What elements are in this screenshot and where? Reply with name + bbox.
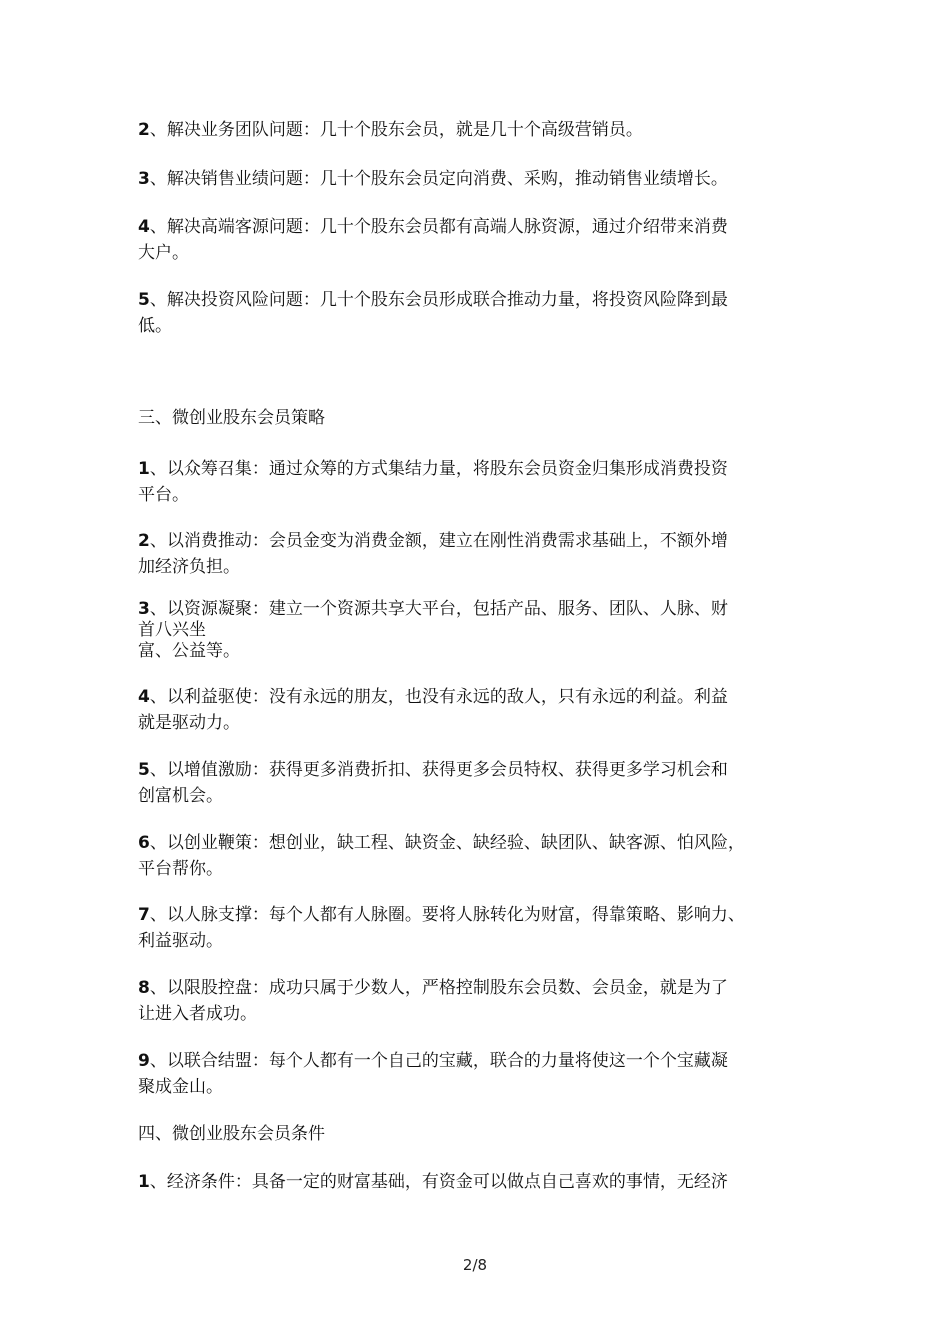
paragraph-text: 、以创业鞭策：想创业，缺工程、缺资金、缺经验、缺团队、缺客源、怕风险， 平台帮你。 bbox=[138, 833, 745, 879]
paragraph bbox=[138, 1048, 818, 1100]
paragraph-text: 、以限股控盘：成功只属于少数人，严格控制股东会员数、会员金，就是为了 让进入者成功。 bbox=[138, 978, 728, 1024]
item-number: 8 bbox=[138, 978, 150, 998]
paragraph bbox=[138, 287, 818, 339]
item-number: 2 bbox=[138, 531, 150, 551]
item-number: 4 bbox=[138, 217, 150, 237]
paragraph bbox=[138, 975, 818, 1027]
paragraph bbox=[138, 757, 818, 809]
item-number: 2 bbox=[138, 120, 150, 140]
item-number: 3 bbox=[138, 169, 150, 189]
section-heading bbox=[138, 1121, 818, 1147]
paragraph-text: 、以人脉支撑：每个人都有人脉圈。要将人脉转化为财富，得靠策略、影响力、 利益驱动。 bbox=[138, 905, 745, 951]
paragraph bbox=[138, 166, 818, 192]
item-number: 1 bbox=[138, 459, 150, 479]
paragraph-text: 、以利益驱使：没有永远的朋友，也没有永远的敌人，只有永远的利益。利益 就是驱动力。 bbox=[138, 687, 728, 733]
item-number: 4 bbox=[138, 687, 150, 707]
paragraph-text: 、解决投资风险问题：几十个股东会员形成联合推动力量，将投资风险降到最 低。 bbox=[138, 290, 728, 336]
paragraph-text: 、以众筹召集：通过众筹的方式集结力量，将股东会员资金归集形成消费投资 平台。 bbox=[138, 459, 728, 505]
heading-text: 三、微创业股东会员策略 bbox=[138, 408, 325, 428]
paragraph-text: 、解决业务团队问题：几十个股东会员，就是几十个高级营销员。 bbox=[149, 120, 643, 140]
paragraph bbox=[138, 528, 818, 580]
item-number: 3 bbox=[138, 599, 150, 619]
page-number: 2/8 bbox=[462, 1256, 488, 1274]
item-number: 5 bbox=[138, 290, 150, 310]
paragraph bbox=[138, 599, 818, 662]
section-heading bbox=[138, 405, 818, 431]
heading-text: 四、微创业股东会员条件 bbox=[138, 1124, 325, 1144]
paragraph-text: 、以联合结盟：每个人都有一个自己的宝藏，联合的力量将使这一个个宝藏凝 聚成金山。 bbox=[138, 1051, 728, 1097]
paragraph-text: 、以增值激励：获得更多消费折扣、获得更多会员特权、获得更多学习机会和 创富机会。 bbox=[138, 760, 728, 806]
paragraph bbox=[138, 1169, 818, 1195]
paragraph bbox=[138, 117, 818, 143]
item-number: 9 bbox=[138, 1051, 150, 1071]
item-number: 1 bbox=[138, 1172, 150, 1192]
item-number: 5 bbox=[138, 760, 150, 780]
paragraph-text: 、经济条件：具备一定的财富基础，有资金可以做点自己喜欢的事情，无经济 bbox=[149, 1172, 728, 1192]
item-number: 7 bbox=[138, 905, 150, 925]
paragraph bbox=[138, 456, 818, 508]
paragraph bbox=[138, 684, 818, 736]
item-number: 6 bbox=[138, 833, 150, 853]
paragraph-text: 、解决销售业绩问题：几十个股东会员定向消费、采购，推动销售业绩增长。 bbox=[149, 169, 728, 189]
paragraph-text: 、解决高端客源问题：几十个股东会员都有高端人脉资源，通过介绍带来消费 大户。 bbox=[138, 217, 728, 263]
paragraph bbox=[138, 214, 818, 266]
paragraph bbox=[138, 902, 818, 954]
paragraph bbox=[138, 830, 818, 882]
paragraph-text: 、以消费推动：会员金变为消费金额，建立在刚性消费需求基础上，不额外增 加经济负担。 bbox=[138, 531, 728, 577]
paragraph-text: 、以资源凝聚：建立一个资源共享大平台，包括产品、服务、团队、人脉、财 首八兴坐 富、公益等。 bbox=[138, 599, 728, 661]
